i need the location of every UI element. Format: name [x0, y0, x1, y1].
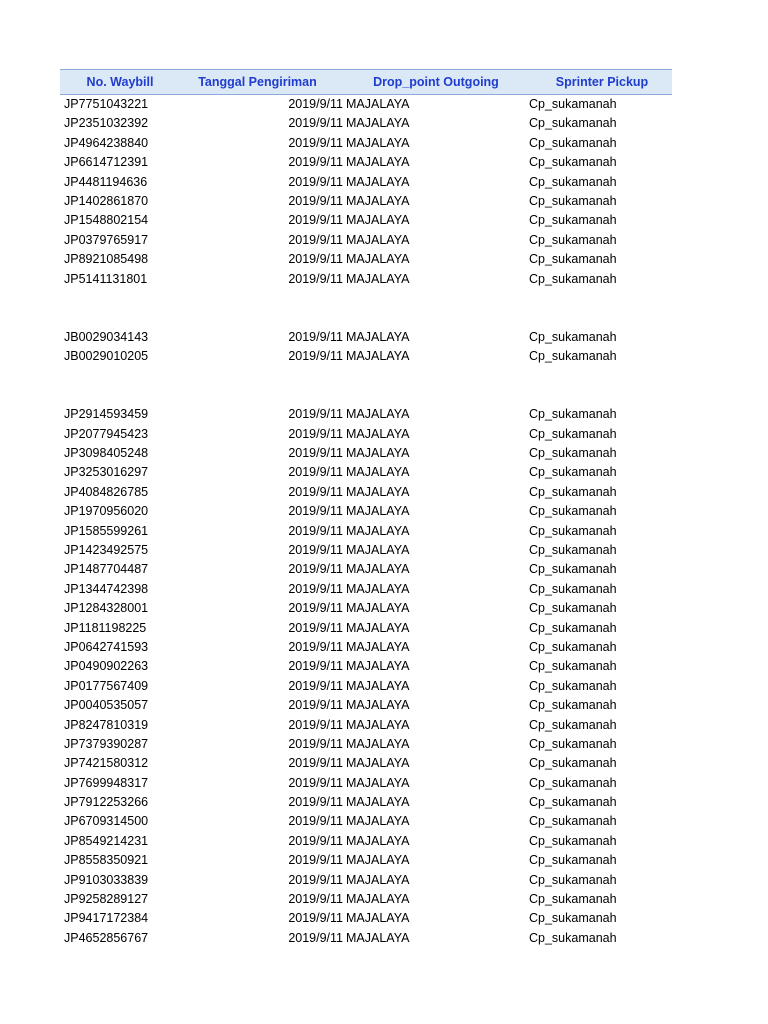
waybill-cell: JP8549214231 — [64, 833, 149, 848]
table-row — [60, 871, 672, 890]
waybill-cell: JP7421580312 — [64, 756, 149, 771]
drop-point-cell: MAJALAYA — [346, 407, 410, 422]
sprinter-cell: Cp_sukamanah — [529, 542, 617, 557]
sprinter-cell: Cp_sukamanah — [529, 97, 617, 111]
date-cell: 2019/9/11 — [288, 775, 343, 790]
date-cell: 2019/9/11 — [288, 426, 343, 441]
date-cell: 2019/9/11 — [288, 736, 343, 751]
sprinter-cell: Cp_sukamanah — [529, 717, 617, 732]
waybill-cell: JP3253016297 — [64, 465, 149, 480]
date-cell: 2019/9/11 — [288, 329, 343, 344]
table-row — [60, 463, 672, 482]
sprinter-cell: Cp_sukamanah — [529, 446, 617, 461]
waybill-cell: JP3098405248 — [64, 446, 149, 461]
sprinter-cell: Cp_sukamanah — [529, 892, 617, 907]
sprinter-cell: Cp_sukamanah — [529, 252, 617, 267]
table-row — [60, 890, 672, 909]
date-cell: 2019/9/11 — [288, 504, 343, 519]
sprinter-cell: Cp_sukamanah — [529, 930, 617, 945]
drop-point-cell: MAJALAYA — [346, 833, 410, 848]
drop-point-cell: MAJALAYA — [346, 135, 410, 150]
date-cell: 2019/9/11 — [288, 911, 343, 926]
drop-point-cell: MAJALAYA — [346, 814, 410, 829]
date-cell: 2019/9/11 — [288, 446, 343, 461]
waybill-cell: JP7912253266 — [64, 795, 149, 810]
table-row — [60, 754, 672, 773]
waybill-cell: JP7699948317 — [64, 775, 149, 790]
drop-point-cell: MAJALAYA — [346, 620, 410, 635]
drop-point-cell: MAJALAYA — [346, 853, 410, 868]
table-row — [60, 250, 672, 269]
empty-row — [60, 386, 672, 405]
waybill-cell: JP1585599261 — [64, 523, 149, 538]
drop-point-cell: MAJALAYA — [346, 892, 410, 907]
sprinter-cell: Cp_sukamanah — [529, 814, 617, 829]
sprinter-cell: Cp_sukamanah — [529, 232, 617, 247]
table-row — [60, 231, 672, 250]
empty-row — [60, 366, 672, 385]
drop-point-cell: MAJALAYA — [346, 252, 410, 267]
waybill-cell: JP6614712391 — [64, 155, 149, 170]
sprinter-cell: Cp_sukamanah — [529, 620, 617, 635]
sprinter-cell: Cp_sukamanah — [529, 639, 617, 654]
sprinter-cell: Cp_sukamanah — [529, 484, 617, 499]
drop-point-cell: MAJALAYA — [346, 465, 410, 480]
sprinter-cell: Cp_sukamanah — [529, 213, 617, 228]
waybill-cell: JP2351032392 — [64, 116, 149, 131]
table-row — [60, 328, 672, 347]
date-cell: 2019/9/11 — [288, 717, 343, 732]
drop-point-cell: MAJALAYA — [346, 639, 410, 654]
date-cell: 2019/9/11 — [288, 97, 343, 111]
table-row — [60, 560, 672, 579]
drop-point-cell: MAJALAYA — [346, 698, 410, 713]
table-header — [60, 69, 672, 95]
table-row — [60, 735, 672, 754]
sprinter-cell: Cp_sukamanah — [529, 833, 617, 848]
table-row — [60, 851, 672, 870]
drop-point-cell: MAJALAYA — [346, 872, 410, 887]
table-row — [60, 192, 672, 211]
table-row — [60, 812, 672, 831]
drop-point-cell: MAJALAYA — [346, 349, 410, 364]
sprinter-cell: Cp_sukamanah — [529, 698, 617, 713]
sprinter-cell: Cp_sukamanah — [529, 911, 617, 926]
column-header-waybill: No. Waybill — [86, 75, 154, 89]
drop-point-cell: MAJALAYA — [346, 736, 410, 751]
date-cell: 2019/9/11 — [288, 349, 343, 364]
sprinter-cell: Cp_sukamanah — [529, 775, 617, 790]
table-row — [60, 270, 672, 289]
sprinter-cell: Cp_sukamanah — [529, 174, 617, 189]
sprinter-cell: Cp_sukamanah — [529, 193, 617, 208]
table-row — [60, 541, 672, 560]
waybill-cell: JP4652856767 — [64, 930, 149, 945]
table-row — [60, 774, 672, 793]
drop-point-cell: MAJALAYA — [346, 484, 410, 499]
table-row — [60, 619, 672, 638]
sprinter-cell: Cp_sukamanah — [529, 872, 617, 887]
date-cell: 2019/9/11 — [288, 833, 343, 848]
sprinter-cell: Cp_sukamanah — [529, 504, 617, 519]
date-cell: 2019/9/11 — [288, 193, 343, 208]
drop-point-cell: MAJALAYA — [346, 232, 410, 247]
sprinter-cell: Cp_sukamanah — [529, 756, 617, 771]
date-cell: 2019/9/11 — [288, 872, 343, 887]
waybill-cell: JP6709314500 — [64, 814, 149, 829]
drop-point-cell: MAJALAYA — [346, 930, 410, 945]
date-cell: 2019/9/11 — [288, 271, 343, 286]
date-cell: 2019/9/11 — [288, 601, 343, 616]
drop-point-cell: MAJALAYA — [346, 523, 410, 538]
table-row — [60, 677, 672, 696]
sprinter-cell: Cp_sukamanah — [529, 795, 617, 810]
table-row — [60, 95, 672, 114]
drop-point-cell: MAJALAYA — [346, 271, 410, 286]
date-cell: 2019/9/11 — [288, 252, 343, 267]
waybill-cell: JP1423492575 — [64, 542, 149, 557]
table-row — [60, 657, 672, 676]
date-cell: 2019/9/11 — [288, 698, 343, 713]
waybill-cell: JP4084826785 — [64, 484, 149, 499]
waybill-cell: JP5141131801 — [64, 271, 148, 286]
table-row — [60, 444, 672, 463]
column-header-sprinter: Sprinter Pickup — [555, 75, 649, 89]
sprinter-cell: Cp_sukamanah — [529, 155, 617, 170]
table-row — [60, 929, 672, 948]
waybill-cell: JB0029034143 — [64, 329, 149, 344]
sprinter-cell: Cp_sukamanah — [529, 523, 617, 538]
drop-point-cell: MAJALAYA — [346, 756, 410, 771]
waybill-cell: JP1548802154 — [64, 213, 149, 228]
waybill-cell: JP0642741593 — [64, 639, 149, 654]
waybill-cell: JP9258289127 — [64, 892, 149, 907]
table-row — [60, 832, 672, 851]
waybill-cell: JP2077945423 — [64, 426, 149, 441]
waybill-cell: JP2914593459 — [64, 407, 149, 422]
table-row — [60, 134, 672, 153]
date-cell: 2019/9/11 — [288, 562, 343, 577]
date-cell: 2019/9/11 — [288, 213, 343, 228]
date-cell: 2019/9/11 — [288, 135, 343, 150]
date-cell: 2019/9/11 — [288, 155, 343, 170]
waybill-cell: JP4964238840 — [64, 135, 149, 150]
drop-point-cell: MAJALAYA — [346, 795, 410, 810]
table-row — [60, 793, 672, 812]
drop-point-cell: MAJALAYA — [346, 213, 410, 228]
date-cell: 2019/9/11 — [288, 814, 343, 829]
sprinter-cell: Cp_sukamanah — [529, 116, 617, 131]
waybill-cell: JP1344742398 — [64, 581, 149, 596]
waybill-cell: JP1402861870 — [64, 193, 149, 208]
sprinter-cell: Cp_sukamanah — [529, 562, 617, 577]
date-cell: 2019/9/11 — [288, 678, 343, 693]
waybill-cell: JB0029010205 — [64, 349, 149, 364]
column-header-tanggal: Tanggal Pengiriman — [198, 75, 317, 89]
drop-point-cell: MAJALAYA — [346, 329, 410, 344]
sprinter-cell: Cp_sukamanah — [529, 329, 617, 344]
sprinter-cell: Cp_sukamanah — [529, 271, 617, 286]
sprinter-cell: Cp_sukamanah — [529, 426, 617, 441]
empty-row — [60, 308, 672, 327]
table-row — [60, 909, 672, 928]
date-cell: 2019/9/11 — [288, 484, 343, 499]
drop-point-cell: MAJALAYA — [346, 155, 410, 170]
sprinter-cell: Cp_sukamanah — [529, 135, 617, 150]
waybill-cell: JP1487704487 — [64, 562, 149, 577]
table-row — [60, 599, 672, 618]
date-cell: 2019/9/11 — [288, 407, 343, 422]
waybill-cell: JP8247810319 — [64, 717, 149, 732]
drop-point-cell: MAJALAYA — [346, 97, 410, 111]
drop-point-cell: MAJALAYA — [346, 193, 410, 208]
date-cell: 2019/9/11 — [288, 523, 343, 538]
sprinter-cell: Cp_sukamanah — [529, 678, 617, 693]
table-row — [60, 405, 672, 424]
date-cell: 2019/9/11 — [288, 853, 343, 868]
waybill-cell: JP7379390287 — [64, 736, 149, 751]
drop-point-cell: MAJALAYA — [346, 775, 410, 790]
date-cell: 2019/9/11 — [288, 174, 343, 189]
waybill-cell: JP7751043221 — [64, 97, 149, 111]
table-row — [60, 522, 672, 541]
table-row — [60, 483, 672, 502]
table-row — [60, 638, 672, 657]
table-row — [60, 114, 672, 133]
date-cell: 2019/9/11 — [288, 795, 343, 810]
table-row — [60, 347, 672, 366]
date-cell: 2019/9/11 — [288, 756, 343, 771]
table-row — [60, 580, 672, 599]
date-cell: 2019/9/11 — [288, 542, 343, 557]
sprinter-cell: Cp_sukamanah — [529, 853, 617, 868]
table-row — [60, 211, 672, 230]
sprinter-cell: Cp_sukamanah — [529, 465, 617, 480]
drop-point-cell: MAJALAYA — [346, 717, 410, 732]
table-row — [60, 696, 672, 715]
waybill-cell: JP8921085498 — [64, 252, 149, 267]
date-cell: 2019/9/11 — [288, 232, 343, 247]
waybill-cell: JP1284328001 — [64, 601, 149, 616]
drop-point-cell: MAJALAYA — [346, 426, 410, 441]
sprinter-cell: Cp_sukamanah — [529, 407, 617, 422]
table-row — [60, 502, 672, 521]
waybill-cell: JP8558350921 — [64, 853, 149, 868]
date-cell: 2019/9/11 — [288, 581, 343, 596]
sprinter-cell: Cp_sukamanah — [529, 736, 617, 751]
drop-point-cell: MAJALAYA — [346, 911, 410, 926]
empty-row — [60, 289, 672, 308]
drop-point-cell: MAJALAYA — [346, 581, 410, 596]
drop-point-cell: MAJALAYA — [346, 504, 410, 519]
sprinter-cell: Cp_sukamanah — [529, 659, 617, 674]
waybill-cell: JP0490902263 — [64, 659, 149, 674]
table-row — [60, 716, 672, 735]
table-row — [60, 173, 672, 192]
date-cell: 2019/9/11 — [288, 930, 343, 945]
drop-point-cell: MAJALAYA — [346, 678, 410, 693]
table-body — [60, 95, 672, 948]
column-header-drop-point: Drop_point Outgoing — [373, 75, 499, 89]
waybill-cell: JP4481194636 — [64, 174, 148, 189]
date-cell: 2019/9/11 — [288, 116, 343, 131]
waybill-table — [60, 69, 672, 948]
sprinter-cell: Cp_sukamanah — [529, 601, 617, 616]
date-cell: 2019/9/11 — [288, 659, 343, 674]
date-cell: 2019/9/11 — [288, 639, 343, 654]
waybill-cell: JP1181198225 — [64, 620, 147, 635]
drop-point-cell: MAJALAYA — [346, 446, 410, 461]
date-cell: 2019/9/11 — [288, 465, 343, 480]
table-row — [60, 153, 672, 172]
waybill-cell: JP0040535057 — [64, 698, 149, 713]
drop-point-cell: MAJALAYA — [346, 659, 410, 674]
waybill-cell: JP0177567409 — [64, 678, 149, 693]
waybill-cell: JP0379765917 — [64, 232, 149, 247]
table-row — [60, 425, 672, 444]
sprinter-cell: Cp_sukamanah — [529, 349, 617, 364]
waybill-cell: JP9103033839 — [64, 872, 149, 887]
sprinter-cell: Cp_sukamanah — [529, 581, 617, 596]
waybill-cell: JP1970956020 — [64, 504, 149, 519]
drop-point-cell: MAJALAYA — [346, 542, 410, 557]
drop-point-cell: MAJALAYA — [346, 116, 410, 131]
drop-point-cell: MAJALAYA — [346, 601, 410, 616]
drop-point-cell: MAJALAYA — [346, 174, 410, 189]
drop-point-cell: MAJALAYA — [346, 562, 410, 577]
waybill-cell: JP9417172384 — [64, 911, 149, 926]
date-cell: 2019/9/11 — [288, 892, 343, 907]
date-cell: 2019/9/11 — [288, 620, 343, 635]
